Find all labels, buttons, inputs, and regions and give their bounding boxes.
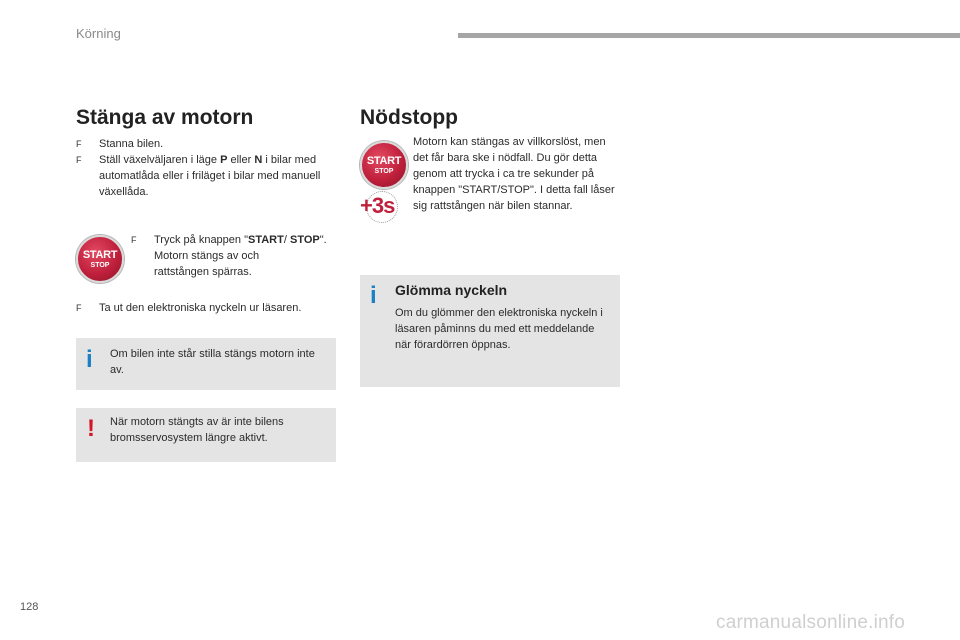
step-result: Motorn stängs av och rattstången spärras. <box>154 250 260 278</box>
section-label: Körning <box>76 26 121 41</box>
press-step <box>131 232 331 280</box>
hold-three-seconds-icon: +3s <box>360 193 395 218</box>
header-bar <box>458 33 960 38</box>
start-stop-button-icon: START STOP <box>360 141 408 189</box>
start-stop-button-icon: START STOP <box>76 235 124 283</box>
warning-icon: ! <box>87 415 95 442</box>
bullet-marker-icon: F <box>76 155 82 165</box>
remove-step <box>76 300 338 316</box>
step-text: Ta ut den elektroniska nyckeln ur läsaren. <box>99 302 302 314</box>
watermark: carmanualsonline.info <box>716 612 906 633</box>
section-title-emergency-stop: Nödstopp <box>360 106 458 129</box>
list-item <box>131 232 331 280</box>
section-title-stop-engine: Stänga av motorn <box>76 106 254 129</box>
step-text: Stanna bilen. <box>99 138 164 150</box>
bullet-marker-icon: F <box>131 235 137 245</box>
info-icon: i <box>86 346 93 373</box>
bullet-marker-icon: F <box>76 139 82 149</box>
info-box-left <box>76 338 336 390</box>
list-item <box>76 300 338 316</box>
emergency-stop-text: Motorn kan stängas av villkorslöst, men det får bara ske i nödfall. Du gör detta genom att trycka i ca tre sekunder på knappen "START/STOP". I detta fall låser sig rattstången när bilen stannar. <box>413 136 615 212</box>
step-text: Tryck på knappen "START/ STOP". <box>154 234 327 246</box>
warning-box <box>76 408 336 462</box>
list-item <box>76 152 338 200</box>
info-box-right <box>360 275 620 387</box>
info-box-title: Glömma nyckeln <box>395 282 508 298</box>
info-text: Om du glömmer den elektroniska nyckeln i läsaren påminns du med ett meddelande när förardörren öppnas. <box>395 307 603 351</box>
bullet-marker-icon: F <box>76 303 82 313</box>
warning-text: När motorn stängts av är inte bilens bromsservosystem längre aktivt. <box>110 416 284 444</box>
page-number: 128 <box>20 601 39 613</box>
list-item <box>76 136 338 152</box>
info-icon: i <box>370 282 377 309</box>
step-text: Ställ växelväljaren i läge P eller N i bilar med automatlåda eller i friläget i bilar med manuell växellåda. <box>99 154 321 198</box>
steps-list <box>76 136 338 200</box>
info-text: Om bilen inte står stilla stängs motorn inte av. <box>110 348 315 376</box>
